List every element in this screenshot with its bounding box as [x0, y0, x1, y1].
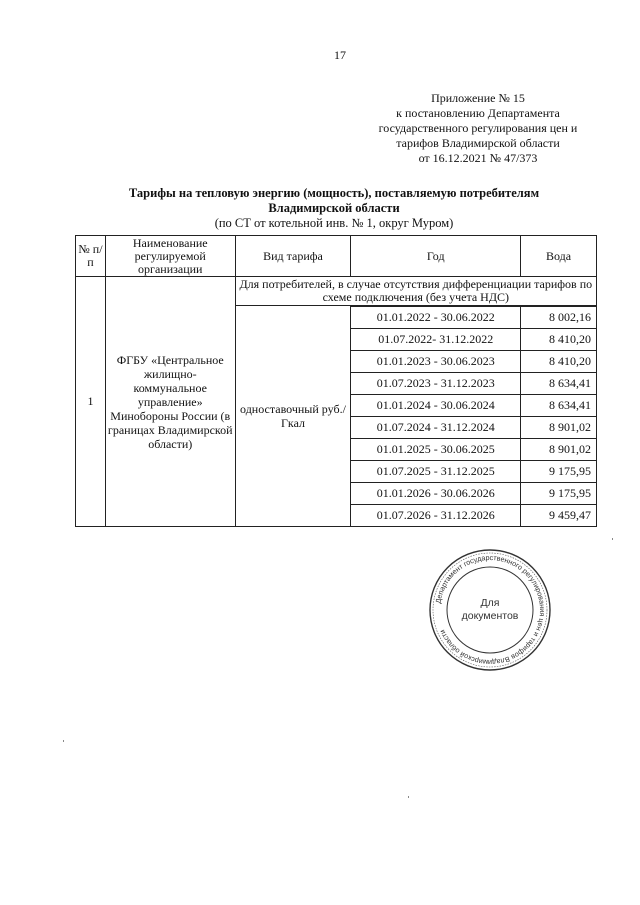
- period-cell: 01.01.2024 - 30.06.2024: [351, 395, 521, 417]
- period-cell: 01.01.2026 - 30.06.2026: [351, 483, 521, 505]
- page-number: 17: [334, 48, 346, 62]
- water-value-cell: 8 002,16: [521, 307, 597, 329]
- header-year: Год: [351, 236, 521, 277]
- title-line-1: Тарифы на тепловую энергию (мощность), поставляемую потребителям: [128, 186, 540, 200]
- water-value-cell: 8 634,41: [521, 395, 597, 417]
- header-water: Вода: [521, 236, 597, 277]
- period-cell: 01.01.2023 - 30.06.2023: [351, 351, 521, 373]
- title-subtitle: (по СТ от котельной инв. № 1, округ Муром): [214, 216, 454, 230]
- organization-cell: ФГБУ «Центральное жилищно-коммунальное управление» Минобороны России (в границах Владимирской области): [105, 277, 235, 527]
- water-value-cell: 9 175,95: [521, 483, 597, 505]
- period-cell: 01.07.2022- 31.12.2022: [351, 329, 521, 351]
- scan-speck: [408, 796, 409, 798]
- water-value-cell: 9 175,95: [521, 461, 597, 483]
- water-value-cell: 8 410,20: [521, 351, 597, 373]
- period-cell: 01.07.2026 - 31.12.2026: [351, 505, 521, 527]
- stamp-seal: [428, 548, 552, 672]
- stamp-center-line-2: документов: [461, 610, 519, 622]
- appendix-title: Приложение № 15: [431, 91, 525, 105]
- appendix-date-line: от 16.12.2021 № 47/373: [418, 151, 538, 165]
- scan-speck: [612, 538, 613, 540]
- water-value-cell: 8 901,02: [521, 439, 597, 461]
- header-number: № п/п: [76, 236, 106, 277]
- water-value-cell: 8 410,20: [521, 329, 597, 351]
- table-row: [76, 277, 597, 306]
- period-cell: 01.01.2022 - 30.06.2022: [351, 307, 521, 329]
- water-value-cell: 8 901,02: [521, 417, 597, 439]
- appendix-department-line: государственного регулирования цен и: [378, 121, 578, 135]
- tariff-type-cell: одноставочный руб./Гкал: [235, 306, 351, 527]
- document-title: [60, 186, 608, 231]
- water-value-cell: 9 459,47: [521, 505, 597, 527]
- scan-speck: [63, 740, 64, 742]
- appendix-region-line: тарифов Владимирской области: [396, 136, 560, 150]
- stamp-ring-text: Департамент государственного регулирования цен и тарифов Владимирской области: [433, 552, 548, 668]
- period-cell: 01.01.2025 - 30.06.2025: [351, 439, 521, 461]
- appendix-header: [365, 91, 591, 166]
- period-cell: 01.07.2024 - 31.12.2024: [351, 417, 521, 439]
- consumer-group-cell: Для потребителей, в случае отсутствия дифференциации тарифов по схеме подключения (без учета НДС): [235, 277, 596, 306]
- row-number-cell: 1: [76, 277, 106, 527]
- stamp-center-line-1: Для: [480, 597, 500, 609]
- header-tariff-type: Вид тарифа: [235, 236, 351, 277]
- water-value-cell: 8 634,41: [521, 373, 597, 395]
- period-cell: 01.07.2025 - 31.12.2025: [351, 461, 521, 483]
- header-organization: Наименование регулируемой организации: [105, 236, 235, 277]
- appendix-resolution-line: к постановлению Департамента: [396, 106, 560, 120]
- title-line-2: Владимирской области: [268, 201, 400, 215]
- period-cell: 01.07.2023 - 31.12.2023: [351, 373, 521, 395]
- tariff-table: [75, 235, 597, 527]
- table-header-row: [76, 236, 597, 277]
